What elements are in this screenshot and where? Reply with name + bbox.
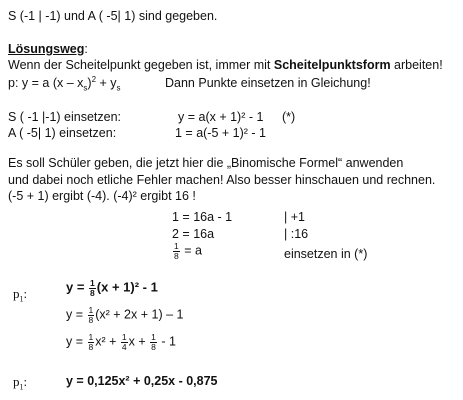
f2-den: 8 [88, 314, 94, 325]
formula-line-1 [66, 279, 158, 297]
intro-bold: Scheitelpunktsform [273, 58, 391, 72]
row1-label: S ( -1 |-1) einsetzen: [8, 110, 122, 124]
f3-fraction-1 [88, 333, 95, 351]
f3-num1: 1 [88, 332, 94, 342]
formula-square: 2 [91, 74, 97, 84]
eq1-right: | +1 [284, 210, 305, 224]
formula-line-3 [66, 333, 176, 351]
formula-sub-s2: s [116, 83, 121, 93]
eq2-right: | :16 [284, 227, 309, 241]
formula-plus: + y [96, 76, 117, 90]
row1-mark: (*) [282, 110, 296, 124]
p1-letter: p [13, 286, 20, 301]
p2-sub: 1 [19, 382, 24, 392]
f2-pre: y = [66, 307, 87, 322]
eq3-left [172, 242, 202, 260]
f1-pre: y = [66, 279, 89, 295]
p1-colon: : [23, 286, 28, 301]
f2-post: (x² + 2x + 1) – 1 [95, 307, 184, 322]
intro-before: Wenn der Scheitelpunkt gegeben ist, immer mit [8, 58, 274, 72]
f3-end: - 1 [157, 334, 176, 349]
vertex-form-formula [8, 74, 121, 93]
eq3-right: einsetzen in (*) [284, 247, 368, 261]
f2-num: 1 [88, 305, 94, 315]
p1-label-1 [13, 286, 28, 304]
f1-post: (x + 1)² - 1 [96, 279, 158, 295]
f1-fraction [89, 279, 96, 297]
solution-heading [8, 43, 88, 56]
f3-num2: 1 [121, 332, 127, 342]
f3-den1: 8 [88, 341, 94, 352]
f3-mid1: x² + [95, 334, 120, 349]
formula-mid: ) [87, 76, 92, 90]
f3-den2: 4 [121, 341, 127, 352]
f3-pre: y = [66, 334, 87, 349]
row1-equation: y = a(x + 1)² - 1 [178, 110, 264, 124]
given-points-line: S (-1 | -1) und A ( -5| 1) sind gegeben. [8, 9, 218, 23]
formula-p: p: y = a (x – x [8, 76, 84, 90]
f1-num: 1 [90, 278, 95, 288]
row2-equation: 1 = a(-5 + 1)² - 1 [175, 126, 267, 140]
f3-fraction-2 [121, 333, 128, 351]
f3-fraction-3 [150, 333, 157, 351]
f2-fraction [88, 306, 95, 324]
p1-sub: 1 [19, 294, 24, 304]
f3-mid2: x + [128, 334, 150, 349]
p2-letter: p [13, 374, 20, 389]
intro-line [8, 59, 443, 72]
eq2-left: 2 = 16a [172, 227, 215, 241]
f1-den: 8 [90, 287, 95, 298]
p2-colon: : [23, 374, 28, 389]
eq3-fraction [173, 242, 180, 260]
formula-hint: Dann Punkte einsetzen in Gleichung! [165, 76, 371, 90]
formula-sub-s1: s [83, 83, 88, 93]
eq3-den: 8 [174, 250, 179, 261]
eq3-rest: = a [184, 243, 202, 258]
f3-num3: 1 [151, 332, 156, 342]
heading-colon: : [84, 42, 88, 56]
heading-text: Lösungsweg [8, 42, 85, 56]
formula-line-2 [66, 306, 183, 324]
f3-den3: 8 [151, 341, 156, 352]
row2-label: A ( -5| 1) einsetzen: [8, 126, 117, 140]
intro-after: arbeiten! [390, 58, 443, 72]
paragraph-line-3: (-5 + 1) ergibt (-4). (-4)² ergibt 16 ! [8, 189, 196, 203]
eq3-num: 1 [174, 241, 179, 251]
eq1-left: 1 = 16a - 1 [172, 210, 233, 224]
paragraph-line-2: und dabei noch etliche Fehler machen! Also besser hinschauen und rechnen. [8, 173, 436, 187]
final-equation: y = 0,125x² + 0,25x - 0,875 [66, 374, 218, 388]
p1-label-2 [13, 374, 28, 392]
paragraph-line-1: Es soll Schüler geben, die jetzt hier die „Binomische Formel“ anwenden [8, 156, 404, 170]
